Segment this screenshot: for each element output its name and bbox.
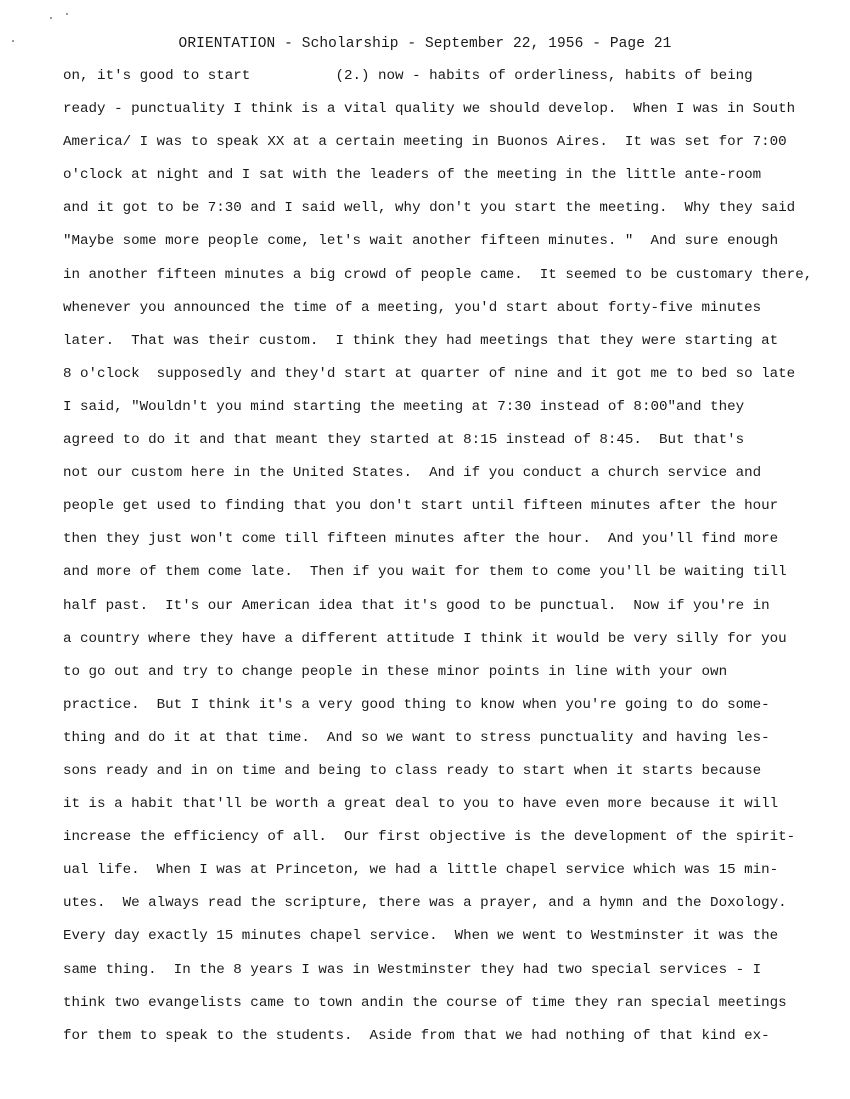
text-line: and it got to be 7:30 and I said well, why don't you start the meeting. Why they said [63,200,796,217]
text-line: whenever you announced the time of a meeting, you'd start about forty-five minutes [63,299,762,316]
text-line: utes. We always read the scripture, there was a prayer, and a hymn and the Doxology. [63,895,787,912]
body-text [63,65,813,1058]
text-line: for them to speak to the students. Aside from that we had nothing of that kind ex- [63,1027,770,1044]
text-line: agreed to do it and that meant they started at 8:15 instead of 8:45. But that's [63,432,745,449]
text-line: not our custom here in the United States. And if you conduct a church service and [63,465,762,482]
page-header: ORIENTATION - Scholarship - September 22, 1956 - Page 21 [178,36,672,52]
text-line: I said, "Wouldn't you mind starting the meeting at 7:30 instead of 8:00"and they [63,398,745,415]
text-line: later. That was their custom. I think they had meetings that they were starting at [63,332,779,349]
text-line: and more of them come late. Then if you wait for them to come you'll be waiting till [63,564,787,581]
text-line: think two evangelists came to town andin the course of time they ran special meetings [63,994,787,1011]
text-line: ready - punctuality I think is a vital quality we should develop. When I was in South [63,101,796,118]
text-line: increase the efficiency of all. Our first objective is the development of the spirit- [63,829,796,846]
text-line: 8 o'clock supposedly and they'd start at quarter of nine and it got me to bed so late [63,365,796,382]
text-line: it is a habit that'll be worth a great deal to you to have even more because it will [63,796,779,813]
text-line: Every day exactly 15 minutes chapel service. When we went to Westminster it was the [63,928,779,945]
text-line: on, it's good to start (2.) now - habits of orderliness, habits of being [63,68,753,84]
text-line: to go out and try to change people in these minor points in line with your own [63,663,728,680]
text-line: o'clock at night and I sat with the leaders of the meeting in the little ante-room [63,167,762,184]
paper-speck [66,13,68,15]
text-line: in another fifteen minutes a big crowd of people came. It seemed to be customary there, [63,266,813,283]
text-line: "Maybe some more people come, let's wait another fifteen minutes. " And sure enough [63,233,779,250]
text-line: same thing. In the 8 years I was in Westminster they had two special services - I [63,961,762,978]
text-line: half past. It's our American idea that it's good to be punctual. Now if you're in [63,597,770,614]
text-line: thing and do it at that time. And so we want to stress punctuality and having les- [63,729,770,746]
text-line: then they just won't come till fifteen minutes after the hour. And you'll find more [63,531,779,548]
text-line: practice. But I think it's a very good thing to know when you're going to do some- [63,696,770,713]
text-line: ual life. When I was at Princeton, we had a little chapel service which was 15 min- [63,862,779,879]
text-line: sons ready and in on time and being to class ready to start when it starts because [63,762,762,779]
paper-speck [50,17,52,19]
text-line: America/ I was to speak XX at a certain meeting in Buonos Aires. It was set for 7:00 [63,134,787,151]
text-line: a country where they have a different attitude I think it would be very silly for you [63,630,787,647]
text-line: people get used to finding that you don't start until fifteen minutes after the hour [63,498,779,515]
